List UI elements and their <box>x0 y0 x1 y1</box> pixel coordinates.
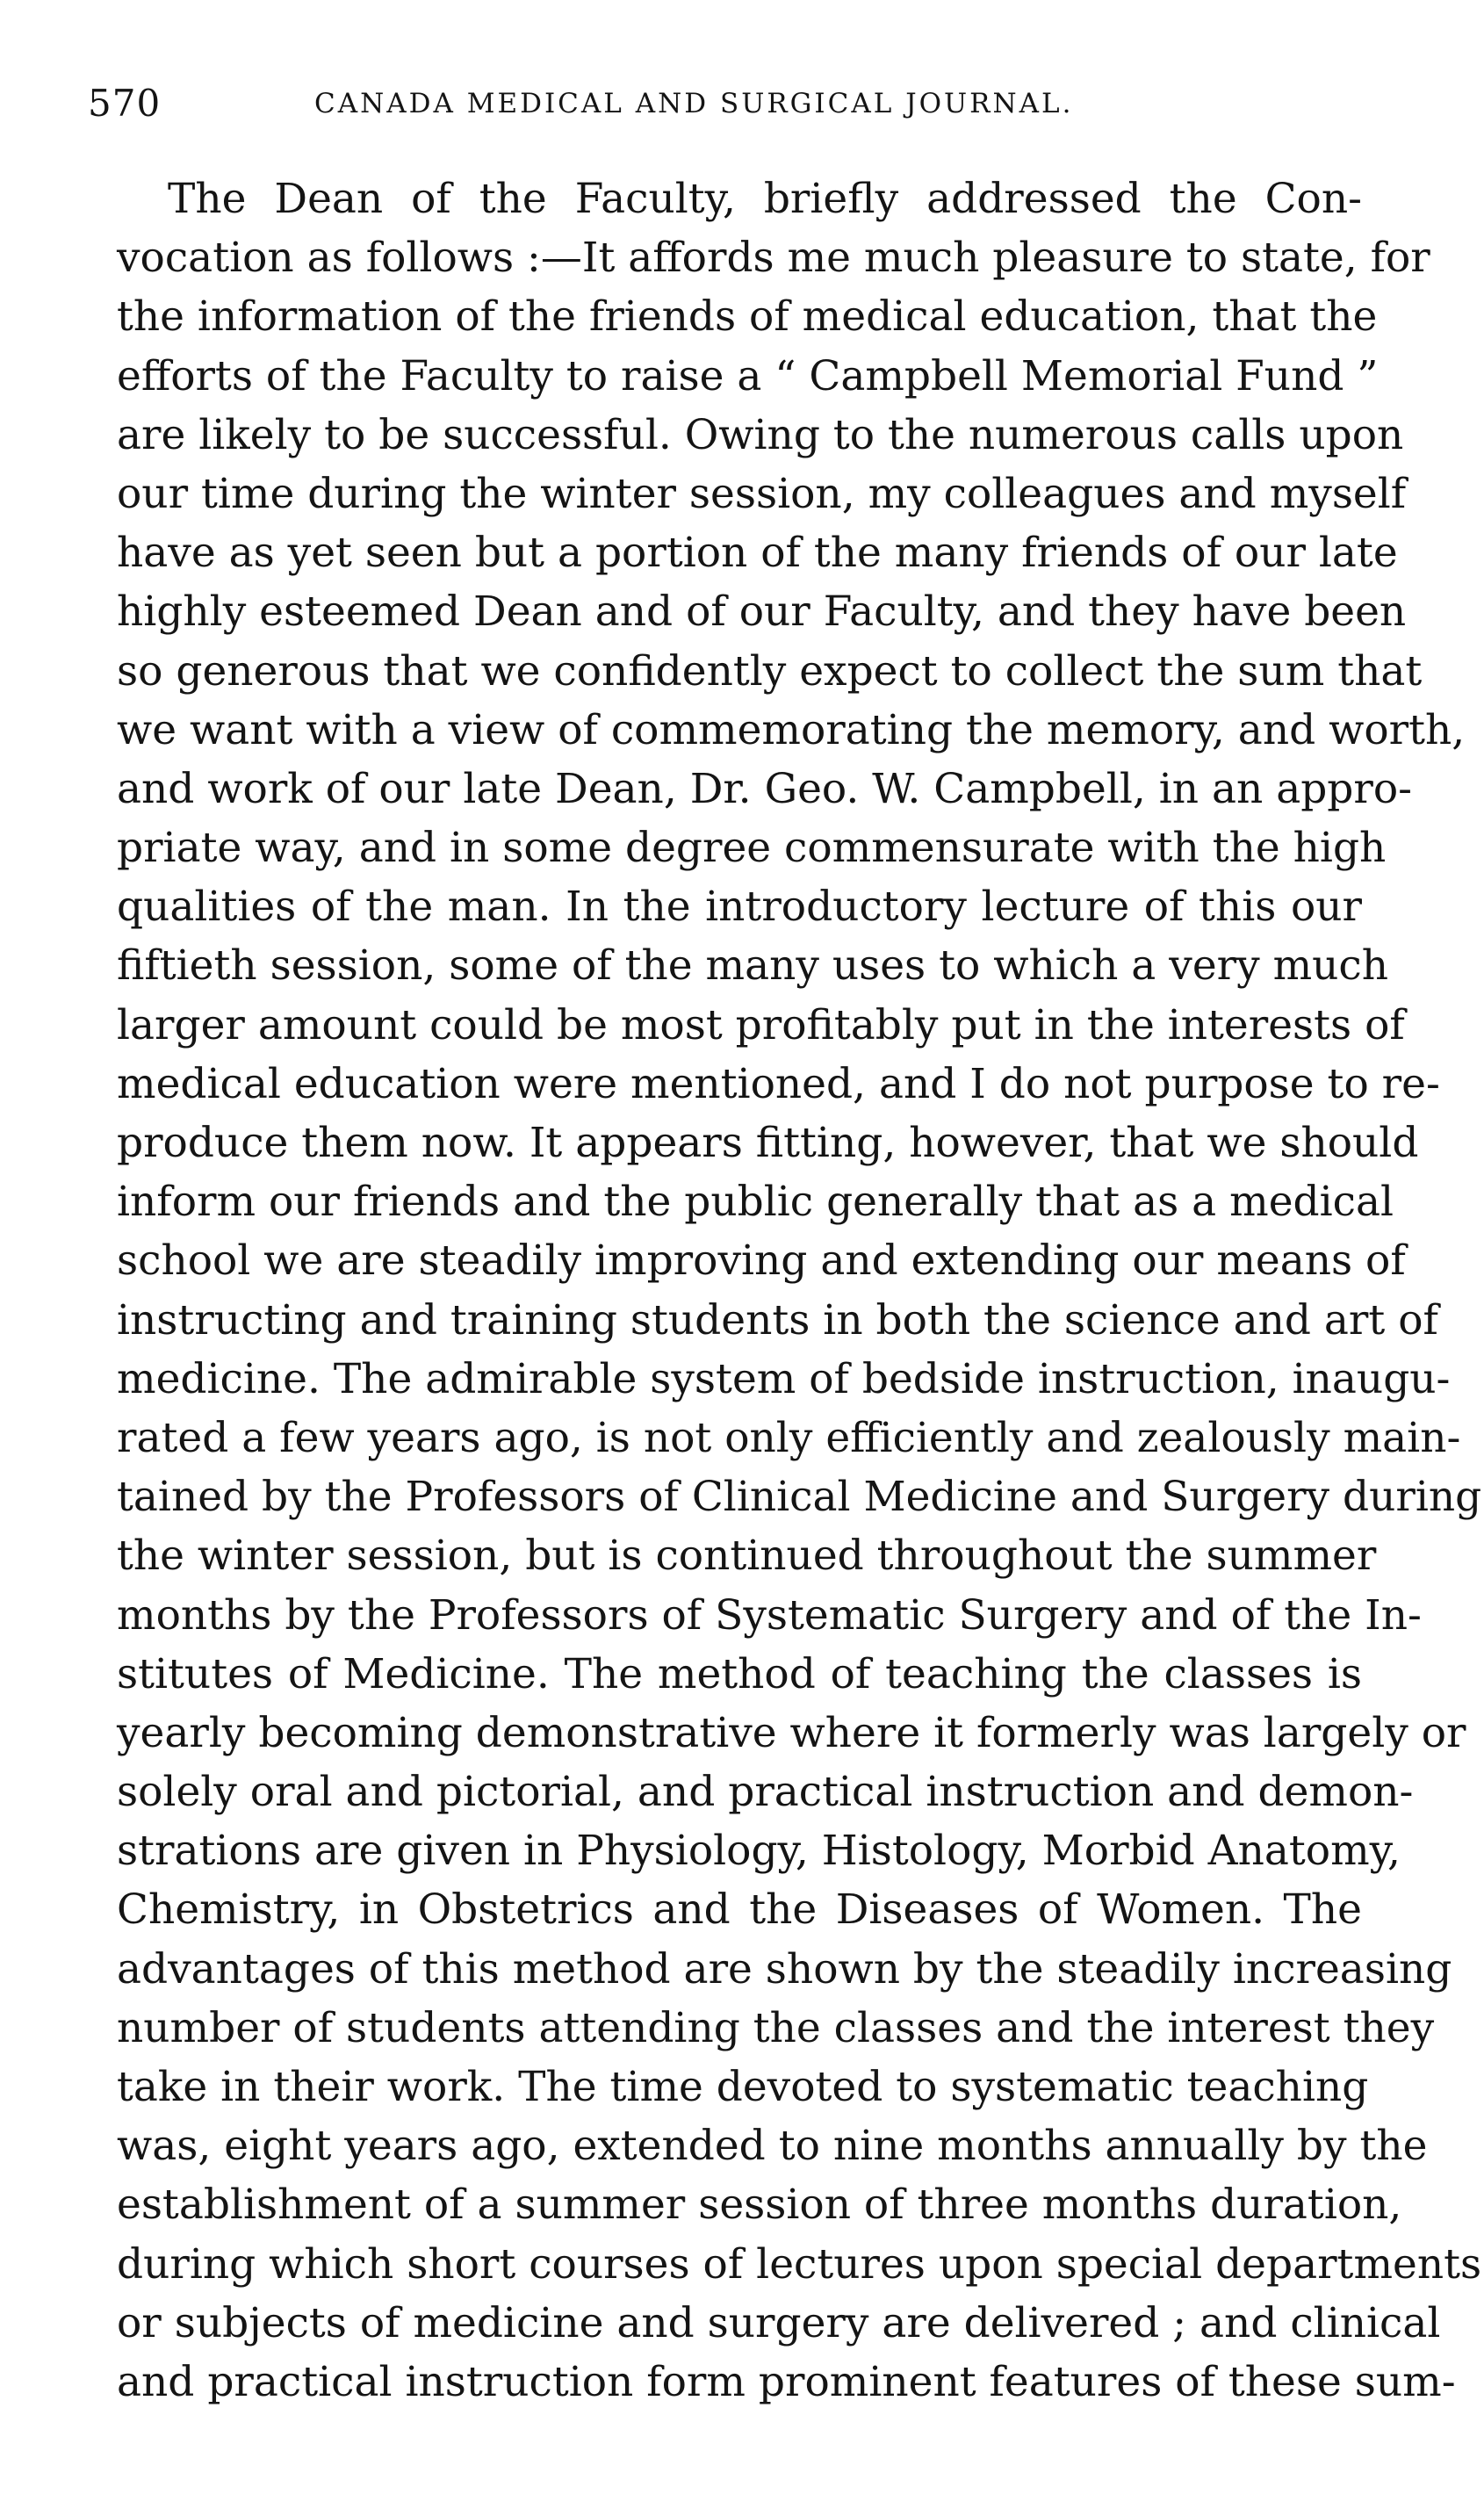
text-line: Chemistry, in Obstetrics and the Diseases of Women. The <box>117 1885 1362 1935</box>
text-line: inform our friends and the public generally that as a medical <box>117 1178 1394 1227</box>
text-line: produce them now. It appears fitting, however, that we should <box>117 1119 1419 1167</box>
text-line: have as yet seen but a portion of the many friends of our late <box>117 529 1398 578</box>
text-line: we want with a view of commemorating the memory, and worth, <box>117 705 1466 754</box>
page-header <box>88 77 1387 130</box>
text-line: priate way, and in some degree commensurate with the high <box>117 824 1387 873</box>
text-line: the winter session, but is continued throughout the summer <box>117 1532 1377 1581</box>
text-line: strations are given in Physiology, Histology, Morbid Anatomy, <box>117 1827 1401 1876</box>
text-line: or subjects of medicine and surgery are delivered ; and clinical <box>117 2298 1441 2347</box>
text-line: solely oral and pictorial, and practical instruction and demon- <box>117 1768 1414 1817</box>
text-line: stitutes of Medicine. The method of teaching the classes is <box>117 1649 1362 1698</box>
text-line: efforts of the Faculty to raise a “ Campbell Memorial Fund ” <box>117 351 1379 400</box>
text-line: larger amount could be most profitably put in the interests of <box>117 1000 1405 1049</box>
text-line: are likely to be successful. Owing to the numerous calls upon <box>117 410 1404 459</box>
body-paragraph <box>117 169 1482 2411</box>
text-line: and practical instruction form prominent features of these sum- <box>117 2357 1456 2406</box>
text-line: vocation as follows :—It affords me much pleasure to state, for <box>117 234 1430 283</box>
text-line: instructing and training students in both the science and art of <box>117 1295 1438 1345</box>
text-line: qualities of the man. In the introductory lecture of this our <box>117 883 1362 932</box>
text-line: highly esteemed Dean and of our Faculty, and they have been <box>117 588 1407 637</box>
text-line: during which short courses of lectures upon special departments <box>117 2239 1482 2289</box>
page-number: 570 <box>88 82 162 125</box>
text-line: our time during the winter session, my colleagues and myself <box>117 469 1407 518</box>
text-line: months by the Professors of Systematic Surgery and of the In- <box>117 1590 1422 1640</box>
running-title: CANADA MEDICAL AND SURGICAL JOURNAL. <box>314 88 1074 119</box>
text-line: school we are steadily improving and extending our means of <box>117 1236 1406 1286</box>
text-line: was, eight years ago, extended to nine months annually by the <box>117 2122 1428 2171</box>
text-line: medical education were mentioned, and I do not purpose to re- <box>117 1059 1440 1108</box>
text-line: and work of our late Dean, Dr. Geo. W. Campbell, in an appro- <box>117 764 1413 813</box>
text-line: advantages of this method are shown by the steadily increasing <box>117 1944 1452 1993</box>
text-line: The Dean of the Faculty, briefly addressed the Con- <box>168 175 1362 223</box>
text-line: yearly becoming demonstrative where it formerly was largely or <box>117 1708 1466 1757</box>
text-line: number of students attending the classes and the interest they <box>117 2003 1435 2052</box>
text-line: fiftieth session, some of the many uses to which a very much <box>117 941 1389 991</box>
text-line: take in their work. The time devoted to systematic teaching <box>117 2063 1369 2111</box>
text-line: so generous that we confidently expect to collect the sum that <box>117 646 1423 696</box>
text-line: medicine. The admirable system of bedside instruction, inaugu- <box>117 1354 1451 1403</box>
text-line: tained by the Professors of Clinical Medicine and Surgery during <box>117 1473 1482 1522</box>
text-line: rated a few years ago, is not only efficiently and zealously main- <box>117 1413 1461 1462</box>
text-line: establishment of a summer session of three months duration, <box>117 2181 1402 2230</box>
text-line: the information of the friends of medical education, that the <box>117 292 1378 342</box>
